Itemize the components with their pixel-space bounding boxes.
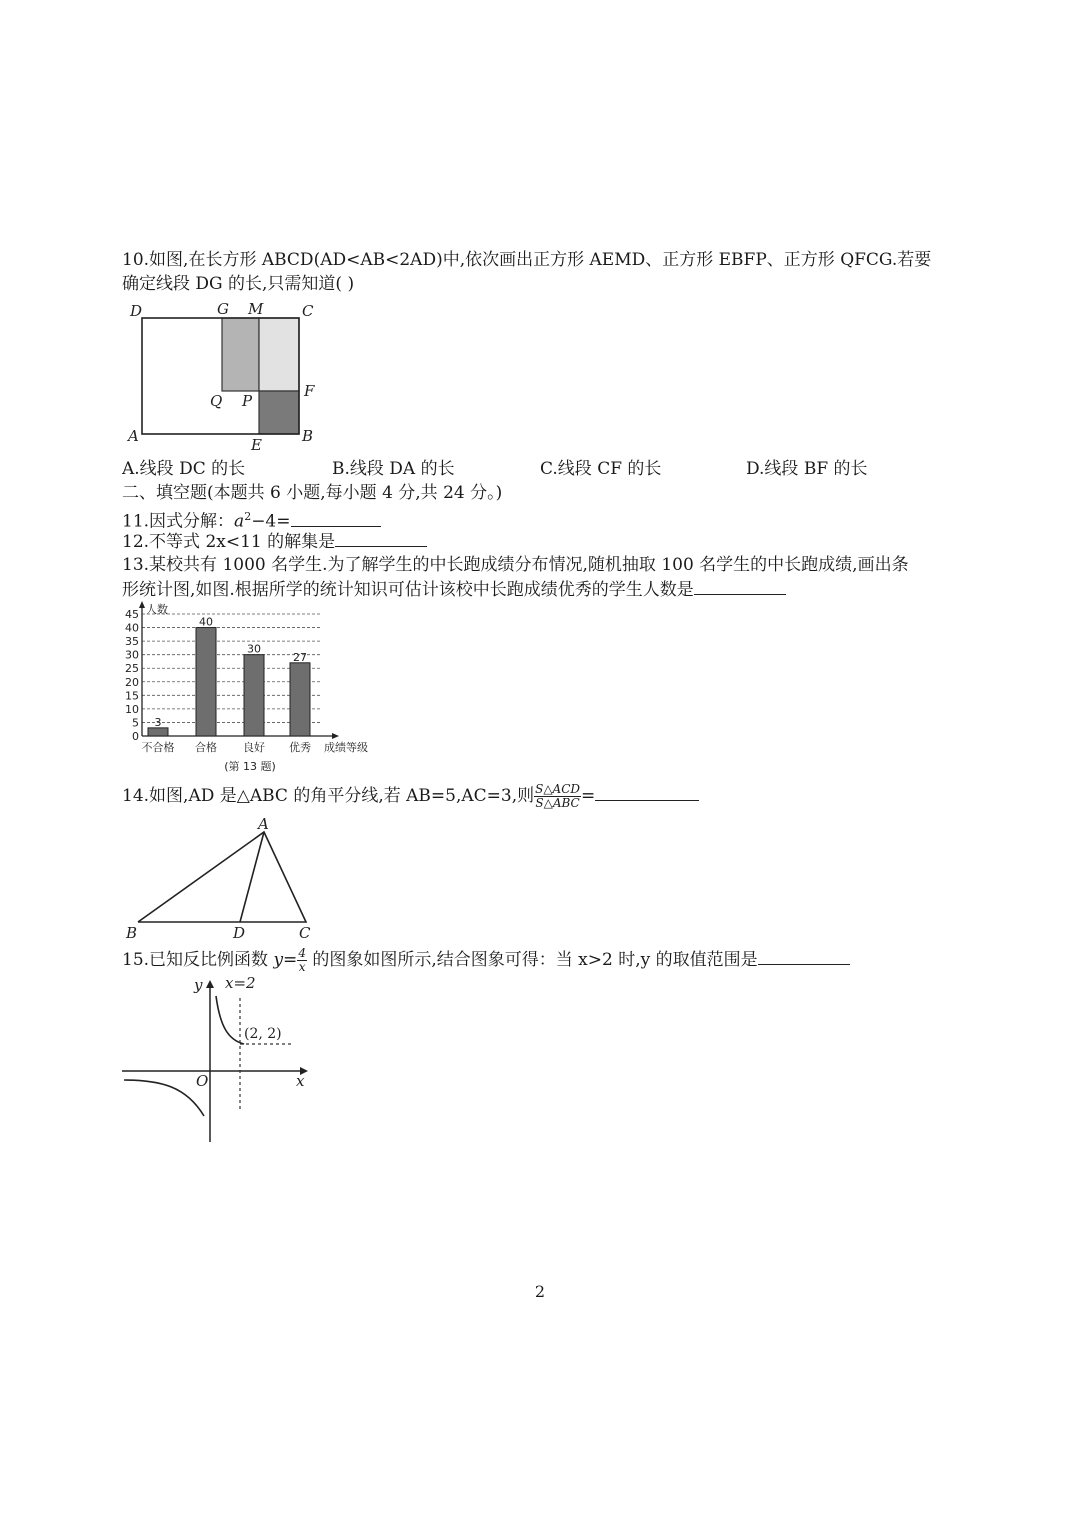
q11-prefix: 11.因式分解：: [122, 511, 235, 532]
label-P: P: [242, 392, 253, 410]
x-axis-arrow: [332, 733, 339, 739]
label-origin: O: [196, 1072, 209, 1090]
label-Q: Q: [210, 392, 223, 410]
y-tick-label: 0: [132, 730, 139, 743]
q15-answer-blank[interactable]: [758, 948, 850, 965]
bar-data-label: 3: [154, 715, 162, 729]
q15-y-eq: y=: [273, 950, 298, 970]
section-heading: 二、填空题(本题共 6 小题,每小题 4 分,共 24 分。): [122, 483, 503, 503]
label-x: x: [296, 1072, 305, 1090]
q14-fraction: [534, 783, 581, 810]
y-tick-label: 10: [125, 702, 139, 716]
q15-graph-figure: [120, 976, 320, 1148]
label-D: D: [233, 924, 246, 942]
q14-prefix: 14.如图,AD 是△ABC 的角平分线,若 AB=5,AC=3,则: [122, 786, 535, 806]
y-tick-label: 30: [125, 648, 139, 662]
y-axis-arrow: [139, 601, 145, 608]
q14-triangle-figure: [120, 816, 320, 944]
label-M: M: [248, 300, 264, 318]
bar: [244, 655, 264, 736]
x-axis-label: 成绩等级: [324, 741, 368, 754]
q12-text: 12.不等式 2x<11 的解集是: [122, 532, 336, 552]
q10-option-a: A.线段 DC 的长: [122, 459, 246, 479]
q10-option-c: C.线段 CF 的长: [540, 459, 662, 479]
label-point: (2, 2): [244, 1026, 282, 1042]
q14-frac-num: S△ACD: [535, 782, 581, 796]
x-tick-label: 优秀: [289, 741, 311, 754]
q15-frac-num: 4: [298, 946, 306, 960]
x-tick-label: 良好: [243, 741, 265, 754]
y-axis-label: 人数: [146, 603, 168, 616]
label-D: D: [130, 302, 143, 320]
q10-rectangle-figure: [120, 298, 320, 458]
label-F: F: [304, 382, 315, 400]
bar: [196, 628, 216, 736]
bar: [290, 663, 310, 736]
label-A: A: [258, 815, 269, 833]
q14: [122, 782, 699, 810]
bar-data-label: 27: [293, 650, 307, 664]
chart-caption: (第 13 题): [224, 760, 276, 773]
q13-line2-text: 形统计图,如图.根据所学的统计知识可估计该校中长跑成绩优秀的学生人数是: [122, 580, 694, 600]
page-number: 2: [534, 1282, 546, 1301]
q11: [122, 506, 381, 533]
q11-exponent: 2: [244, 510, 252, 523]
q10-line1: 10.如图,在长方形 ABCD(AD<AB<2AD)中,依次画出正方形 AEMD、正方形 EBFP、正方形 QFCG.若要: [122, 250, 932, 270]
q10-option-b: B.线段 DA 的长: [332, 459, 455, 479]
q15: [122, 946, 850, 974]
q11-answer-blank[interactable]: [291, 510, 381, 527]
square-qfcg-right: [259, 318, 299, 391]
q13-line1: 13.某校共有 1000 名学生.为了解学生的中长跑成绩分布情况,随机抽取 100 名学生的中长跑成绩,画出条: [122, 555, 909, 575]
y-tick-label: 15: [125, 689, 139, 703]
q13-bar-chart: [120, 600, 390, 780]
q15-suffix: 的图象如图所示,结合图象可得：当 x>2 时,y 的取值范围是: [312, 950, 758, 970]
q14-answer-blank[interactable]: [595, 784, 699, 801]
q13-line2: [122, 578, 786, 601]
y-tick-label: 35: [125, 635, 139, 649]
q11-rest: −4=: [251, 511, 291, 532]
q11-var-a: a: [234, 511, 245, 532]
x-tick-label: 合格: [195, 741, 217, 754]
q13-answer-blank[interactable]: [694, 578, 786, 595]
square-ebfp: [259, 391, 299, 434]
label-G: G: [217, 300, 229, 318]
q15-frac-den: x: [298, 960, 306, 974]
label-x-eq-2: x=2: [225, 974, 256, 992]
bar-data-label: 30: [247, 642, 261, 656]
q12-answer-blank[interactable]: [335, 530, 427, 547]
y-tick-label: 5: [132, 716, 139, 730]
q12: [122, 530, 427, 553]
label-C: C: [299, 924, 311, 942]
label-B: B: [126, 924, 138, 942]
label-A: A: [128, 427, 139, 445]
q10-line2: 确定线段 DG 的长,只需知道( ): [122, 274, 355, 294]
q15-prefix: 15.已知反比例函数: [122, 950, 269, 970]
q15-fraction: [297, 947, 307, 974]
label-C: C: [302, 302, 314, 320]
q10-option-d: D.线段 BF 的长: [746, 459, 868, 479]
q14-suffix: =: [581, 786, 596, 806]
y-tick-label: 25: [125, 662, 139, 676]
bar-data-label: 40: [199, 615, 213, 629]
label-B: B: [302, 427, 314, 445]
label-E: E: [251, 436, 262, 454]
y-tick-label: 20: [125, 675, 139, 689]
q14-frac-den: S△ABC: [535, 796, 580, 810]
label-y: y: [194, 976, 203, 994]
bar: [148, 728, 168, 736]
y-tick-label: 45: [125, 608, 139, 621]
x-tick-label: 不合格: [141, 741, 175, 754]
square-qfcg-left: [222, 318, 259, 391]
y-tick-label: 40: [125, 621, 139, 635]
